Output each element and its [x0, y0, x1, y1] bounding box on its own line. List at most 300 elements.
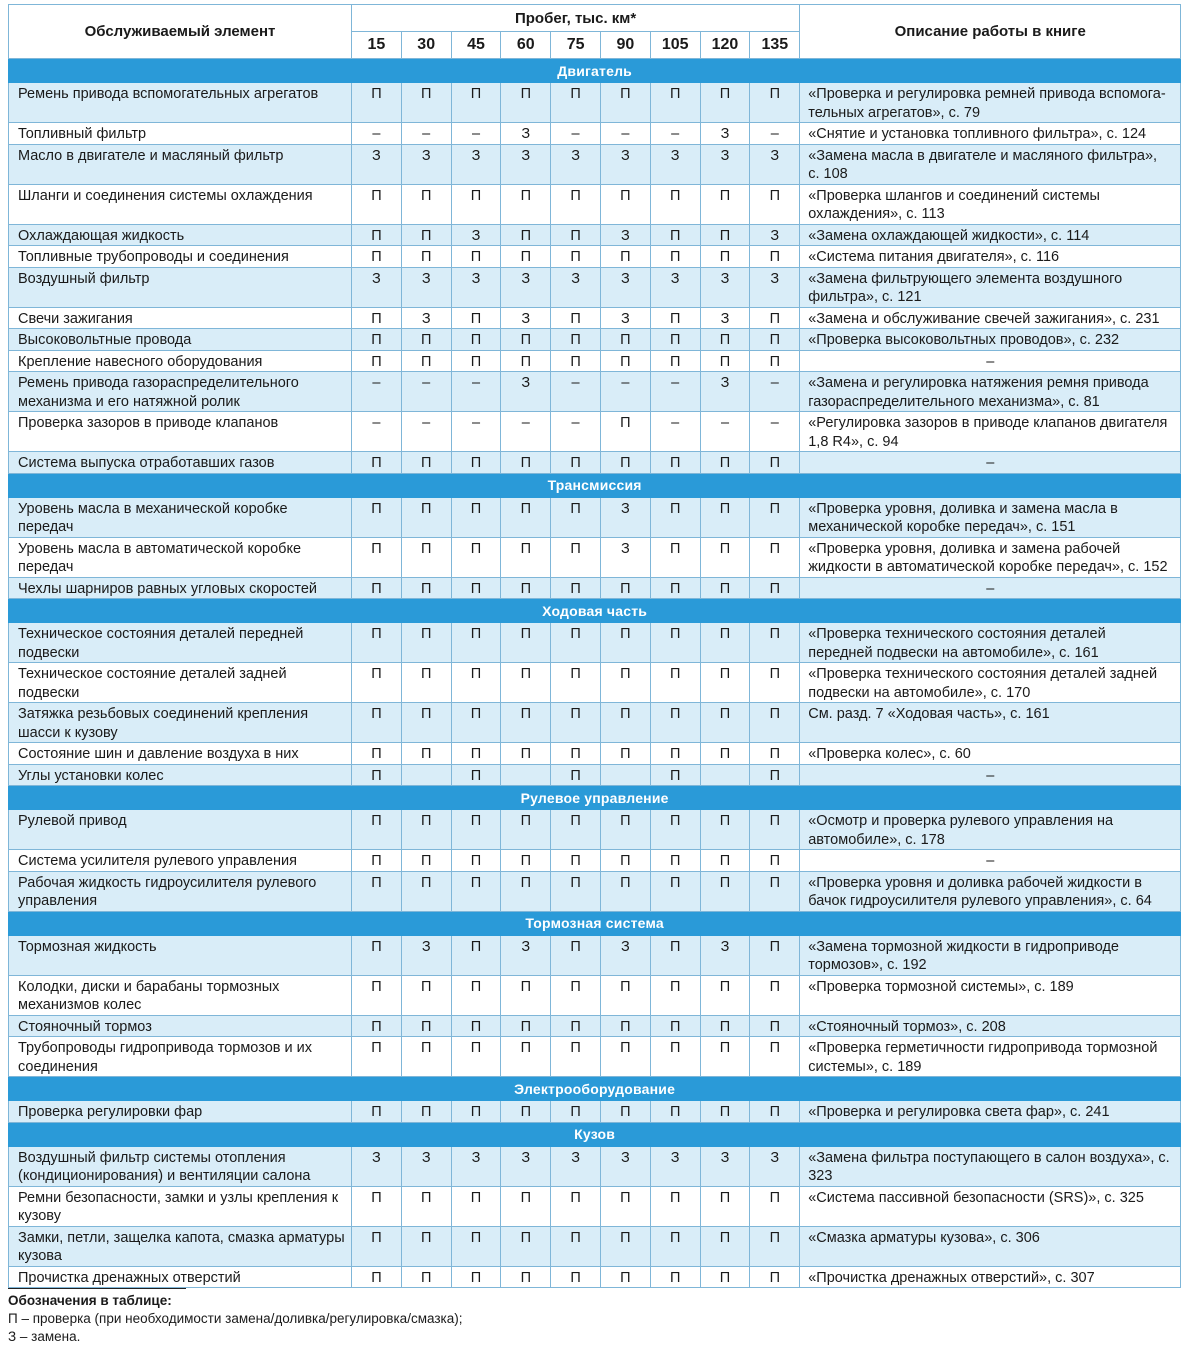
interval-cell: П — [650, 224, 700, 246]
interval-cell: П — [352, 850, 402, 872]
mileage-30: 30 — [401, 32, 451, 59]
interval-cell: З — [700, 123, 750, 145]
table-row — [9, 1037, 1181, 1077]
interval-cell: П — [501, 452, 551, 474]
table-row — [9, 1226, 1181, 1266]
interval-cell: З — [501, 144, 551, 184]
table-row — [9, 184, 1181, 224]
work-description: «Проверка технического состояния деталей задней подвески на автомобиле», с. 170 — [800, 663, 1181, 703]
interval-cell: П — [451, 810, 501, 850]
interval-cell: П — [352, 577, 402, 599]
interval-cell: З — [451, 1146, 501, 1186]
interval-cell: П — [501, 850, 551, 872]
interval-cell: – — [352, 412, 402, 452]
element-name: Крепление навесного оборудования — [9, 350, 352, 372]
table-row — [9, 1146, 1181, 1186]
interval-cell: П — [650, 623, 700, 663]
interval-cell: П — [501, 537, 551, 577]
interval-cell: З — [600, 1146, 650, 1186]
interval-cell: П — [551, 935, 601, 975]
table-row — [9, 372, 1181, 412]
interval-cell: П — [501, 1101, 551, 1123]
element-name: Рулевой привод — [9, 810, 352, 850]
interval-cell: П — [551, 83, 601, 123]
interval-cell: П — [401, 537, 451, 577]
interval-cell: П — [700, 497, 750, 537]
interval-cell: П — [451, 184, 501, 224]
interval-cell: – — [551, 372, 601, 412]
interval-cell: – — [501, 412, 551, 452]
interval-cell: П — [551, 850, 601, 872]
table-row — [9, 83, 1181, 123]
work-description: «Проверка уровня, доливка и замена рабочей жидкости в автоматической коробке передач», с. 152 — [800, 537, 1181, 577]
work-description: «Проверка колес», с. 60 — [800, 743, 1181, 765]
interval-cell: П — [700, 537, 750, 577]
interval-cell: П — [650, 1037, 700, 1077]
interval-cell: П — [700, 83, 750, 123]
legend-p-meaning: П – проверка (при необходимости замена/доливка/регулировка/смазка); — [8, 1311, 463, 1326]
interval-cell: – — [750, 123, 800, 145]
work-description: «Система пассивной безопасности (SRS)», с. 325 — [800, 1186, 1181, 1226]
interval-cell: П — [600, 975, 650, 1015]
interval-cell: П — [501, 497, 551, 537]
description-column-header: Описание работы в книге — [800, 5, 1181, 59]
interval-cell: П — [600, 1266, 650, 1288]
interval-cell: П — [352, 350, 402, 372]
interval-cell: П — [352, 224, 402, 246]
interval-cell: П — [600, 184, 650, 224]
interval-cell: З — [352, 144, 402, 184]
interval-cell: П — [600, 1226, 650, 1266]
interval-cell: П — [750, 935, 800, 975]
interval-cell: П — [352, 1186, 402, 1226]
interval-cell: П — [401, 975, 451, 1015]
interval-cell: П — [501, 663, 551, 703]
element-name: Углы установки колес — [9, 764, 352, 786]
interval-cell: П — [650, 1266, 700, 1288]
work-description: «Замена тормозной жидкости в гидроприводе тормозов», с. 192 — [800, 935, 1181, 975]
interval-cell: П — [451, 850, 501, 872]
interval-cell: П — [501, 83, 551, 123]
work-description: «Снятие и установка топливного фильтра», с. 124 — [800, 123, 1181, 145]
interval-cell: П — [600, 623, 650, 663]
section-title: Тормозная система — [9, 911, 1181, 935]
element-column-header: Обслуживаемый элемент — [9, 5, 352, 59]
interval-cell: П — [700, 850, 750, 872]
interval-cell: П — [352, 1015, 402, 1037]
element-name: Рабочая жидкость гидроусилителя рулевого управления — [9, 871, 352, 911]
legend — [8, 1288, 708, 1346]
maintenance-table — [8, 4, 1181, 1288]
work-description: – — [800, 764, 1181, 786]
work-description: «Проверка шлангов и соединений системы охлаждения», с. 113 — [800, 184, 1181, 224]
table-row — [9, 246, 1181, 268]
interval-cell: – — [650, 123, 700, 145]
table-row — [9, 850, 1181, 872]
interval-cell: П — [401, 497, 451, 537]
interval-cell: П — [750, 452, 800, 474]
interval-cell: П — [401, 850, 451, 872]
section-header — [9, 59, 1181, 83]
section-header — [9, 786, 1181, 810]
interval-cell: П — [700, 703, 750, 743]
element-name: Техническое состояние деталей задней подвески — [9, 663, 352, 703]
interval-cell: П — [401, 452, 451, 474]
element-name: Колодки, диски и барабаны тормозных механизмов колес — [9, 975, 352, 1015]
element-name: Ремень привода газораспределительного механизма и его натяжной ролик — [9, 372, 352, 412]
element-name: Масло в двигателе и масляный фильтр — [9, 144, 352, 184]
interval-cell: – — [750, 412, 800, 452]
interval-cell: – — [401, 372, 451, 412]
interval-cell: П — [401, 329, 451, 351]
table-row — [9, 663, 1181, 703]
element-name: Система усилителя рулевого управления — [9, 850, 352, 872]
table-row — [9, 350, 1181, 372]
table-row — [9, 1266, 1181, 1288]
interval-cell: П — [501, 246, 551, 268]
interval-cell: П — [501, 1186, 551, 1226]
interval-cell: П — [451, 1186, 501, 1226]
legend-title: Обозначения в таблице: — [8, 1293, 172, 1308]
interval-cell: З — [750, 224, 800, 246]
interval-cell: З — [700, 372, 750, 412]
interval-cell: П — [600, 577, 650, 599]
interval-cell: П — [451, 764, 501, 786]
element-name: Стояночный тормоз — [9, 1015, 352, 1037]
interval-cell: П — [401, 743, 451, 765]
interval-cell: П — [401, 224, 451, 246]
element-name: Ремень привода вспомогательных агрегатов — [9, 83, 352, 123]
element-name: Охлаждающая жидкость — [9, 224, 352, 246]
table-row — [9, 267, 1181, 307]
interval-cell: П — [650, 810, 700, 850]
section-title: Рулевое управление — [9, 786, 1181, 810]
element-name: Топливные трубопроводы и соединения — [9, 246, 352, 268]
legend-divider — [8, 1288, 186, 1289]
interval-cell: П — [600, 83, 650, 123]
interval-cell: П — [401, 184, 451, 224]
element-name: Система выпуска отработавших газов — [9, 452, 352, 474]
mileage-15: 15 — [352, 32, 402, 59]
mileage-105: 105 — [650, 32, 700, 59]
interval-cell: П — [501, 329, 551, 351]
interval-cell: П — [650, 452, 700, 474]
section-header — [9, 473, 1181, 497]
table-row — [9, 743, 1181, 765]
interval-cell: З — [352, 1146, 402, 1186]
interval-cell: П — [451, 1266, 501, 1288]
interval-cell: П — [501, 703, 551, 743]
interval-cell: П — [600, 1101, 650, 1123]
mileage-60: 60 — [501, 32, 551, 59]
interval-cell: П — [750, 184, 800, 224]
interval-cell: П — [600, 1015, 650, 1037]
interval-cell: П — [551, 1266, 601, 1288]
interval-cell: П — [451, 329, 501, 351]
interval-cell: П — [551, 497, 601, 537]
interval-cell: П — [700, 577, 750, 599]
interval-cell: П — [401, 871, 451, 911]
element-name: Техническое состояния деталей передней подвески — [9, 623, 352, 663]
interval-cell: З — [700, 267, 750, 307]
table-header — [9, 5, 1181, 59]
element-name: Уровень масла в механической коробке передач — [9, 497, 352, 537]
interval-cell: П — [750, 871, 800, 911]
interval-cell: П — [650, 850, 700, 872]
interval-cell: П — [600, 246, 650, 268]
element-name: Воздушный фильтр — [9, 267, 352, 307]
interval-cell: З — [750, 144, 800, 184]
interval-cell: П — [551, 663, 601, 703]
interval-cell: П — [401, 1186, 451, 1226]
interval-cell: З — [401, 1146, 451, 1186]
interval-cell: З — [501, 307, 551, 329]
work-description: «Проверка герметичности гидропривода тормозной системы», с. 189 — [800, 1037, 1181, 1077]
interval-cell: П — [650, 83, 700, 123]
interval-cell: П — [352, 764, 402, 786]
interval-cell: П — [401, 1101, 451, 1123]
interval-cell: П — [700, 871, 750, 911]
interval-cell: З — [650, 1146, 700, 1186]
table-row — [9, 307, 1181, 329]
interval-cell: П — [451, 1015, 501, 1037]
interval-cell: П — [501, 1037, 551, 1077]
interval-cell: П — [600, 350, 650, 372]
interval-cell: П — [352, 975, 402, 1015]
interval-cell: П — [750, 1015, 800, 1037]
interval-cell: З — [600, 267, 650, 307]
interval-cell: П — [650, 975, 700, 1015]
interval-cell: П — [501, 623, 551, 663]
work-description: «Прочистка дренажных отверстий», с. 307 — [800, 1266, 1181, 1288]
interval-cell: З — [352, 267, 402, 307]
interval-cell: З — [650, 144, 700, 184]
interval-cell: П — [750, 623, 800, 663]
interval-cell: П — [750, 329, 800, 351]
work-description: «Система питания двигателя», с. 116 — [800, 246, 1181, 268]
interval-cell: П — [750, 246, 800, 268]
interval-cell: З — [451, 224, 501, 246]
table-row — [9, 412, 1181, 452]
interval-cell: П — [650, 329, 700, 351]
interval-cell: П — [501, 1266, 551, 1288]
interval-cell: П — [700, 743, 750, 765]
interval-cell: П — [451, 743, 501, 765]
interval-cell: П — [352, 623, 402, 663]
interval-cell: З — [551, 144, 601, 184]
work-description: – — [800, 850, 1181, 872]
table-row — [9, 1186, 1181, 1226]
table-row — [9, 452, 1181, 474]
interval-cell: З — [551, 267, 601, 307]
interval-cell: П — [451, 1226, 501, 1266]
interval-cell: П — [700, 1101, 750, 1123]
section-header — [9, 599, 1181, 623]
interval-cell: П — [750, 743, 800, 765]
table-row — [9, 871, 1181, 911]
interval-cell: П — [352, 703, 402, 743]
interval-cell: П — [650, 935, 700, 975]
table-row — [9, 537, 1181, 577]
interval-cell: З — [501, 372, 551, 412]
interval-cell: З — [700, 935, 750, 975]
interval-cell: – — [352, 372, 402, 412]
maintenance-schedule — [8, 4, 1180, 1288]
table-row — [9, 497, 1181, 537]
section-header — [9, 1077, 1181, 1101]
interval-cell: П — [551, 1186, 601, 1226]
table-row — [9, 810, 1181, 850]
interval-cell: З — [700, 144, 750, 184]
interval-cell: П — [551, 246, 601, 268]
interval-cell: П — [352, 1226, 402, 1266]
work-description: «Смазка арматуры кузова», с. 306 — [800, 1226, 1181, 1266]
interval-cell: П — [352, 1037, 402, 1077]
interval-cell: П — [650, 663, 700, 703]
interval-cell: П — [501, 743, 551, 765]
interval-cell: П — [501, 577, 551, 599]
interval-cell: П — [352, 184, 402, 224]
interval-cell: П — [352, 810, 402, 850]
interval-cell: П — [600, 871, 650, 911]
interval-cell: П — [551, 1226, 601, 1266]
interval-cell: З — [600, 537, 650, 577]
interval-cell: – — [650, 372, 700, 412]
interval-cell: П — [551, 1101, 601, 1123]
interval-cell: П — [451, 307, 501, 329]
interval-cell — [700, 764, 750, 786]
section-title: Трансмиссия — [9, 473, 1181, 497]
interval-cell: П — [700, 1186, 750, 1226]
interval-cell: – — [650, 412, 700, 452]
interval-cell: П — [352, 246, 402, 268]
interval-cell: П — [551, 703, 601, 743]
section-header — [9, 911, 1181, 935]
element-name: Уровень масла в автоматической коробке передач — [9, 537, 352, 577]
interval-cell: П — [551, 871, 601, 911]
mileage-column-header: Пробег, тыс. км* — [352, 5, 800, 32]
interval-cell: П — [501, 810, 551, 850]
interval-cell: З — [600, 497, 650, 537]
interval-cell: П — [551, 224, 601, 246]
interval-cell: П — [600, 329, 650, 351]
interval-cell: – — [352, 123, 402, 145]
mileage-75: 75 — [551, 32, 601, 59]
section-title: Двигатель — [9, 59, 1181, 83]
interval-cell: З — [600, 307, 650, 329]
interval-cell: З — [401, 267, 451, 307]
interval-cell — [401, 764, 451, 786]
interval-cell: З — [600, 224, 650, 246]
interval-cell: П — [600, 1037, 650, 1077]
interval-cell: П — [700, 224, 750, 246]
work-description: «Стояночный тормоз», с. 208 — [800, 1015, 1181, 1037]
interval-cell: П — [750, 350, 800, 372]
interval-cell: П — [551, 810, 601, 850]
interval-cell: П — [600, 412, 650, 452]
interval-cell: П — [600, 810, 650, 850]
interval-cell: З — [700, 1146, 750, 1186]
interval-cell: З — [451, 267, 501, 307]
work-description: «Регулировка зазоров в приводе клапанов двигателя 1,8 R4», с. 94 — [800, 412, 1181, 452]
interval-cell: П — [750, 703, 800, 743]
interval-cell: П — [501, 184, 551, 224]
interval-cell: П — [750, 307, 800, 329]
interval-cell: П — [650, 497, 700, 537]
work-description: «Проверка тормозной системы», с. 189 — [800, 975, 1181, 1015]
table-row — [9, 224, 1181, 246]
interval-cell: З — [501, 935, 551, 975]
interval-cell: П — [352, 537, 402, 577]
work-description: «Проверка технического состояния деталей передней подвески на автомобиле», с. 161 — [800, 623, 1181, 663]
interval-cell: П — [700, 810, 750, 850]
interval-cell: П — [750, 975, 800, 1015]
legend-z-meaning: З – замена. — [8, 1329, 81, 1344]
interval-cell: П — [501, 871, 551, 911]
interval-cell: З — [750, 267, 800, 307]
table-row — [9, 935, 1181, 975]
interval-cell: З — [401, 935, 451, 975]
interval-cell: П — [352, 1266, 402, 1288]
interval-cell: П — [700, 452, 750, 474]
section-header — [9, 1122, 1181, 1146]
interval-cell: П — [451, 577, 501, 599]
interval-cell: – — [700, 412, 750, 452]
mileage-45: 45 — [451, 32, 501, 59]
element-name: Воздушный фильтр системы отопления (кондиционирования) и вентиляции салона — [9, 1146, 352, 1186]
table-row — [9, 1015, 1181, 1037]
interval-cell: П — [401, 1266, 451, 1288]
table-body — [9, 59, 1181, 1288]
interval-cell: П — [551, 184, 601, 224]
interval-cell: П — [700, 975, 750, 1015]
interval-cell: П — [451, 975, 501, 1015]
interval-cell: З — [600, 935, 650, 975]
interval-cell: П — [750, 497, 800, 537]
work-description: «Замена и обслуживание свечей зажигания», с. 231 — [800, 307, 1181, 329]
interval-cell: П — [451, 871, 501, 911]
mileage-90: 90 — [600, 32, 650, 59]
interval-cell: П — [750, 537, 800, 577]
interval-cell: П — [750, 1037, 800, 1077]
interval-cell: П — [750, 1226, 800, 1266]
interval-cell: З — [501, 123, 551, 145]
work-description: «Замена масла в двигателе и масляного фильтра», с. 108 — [800, 144, 1181, 184]
interval-cell: – — [451, 372, 501, 412]
interval-cell: П — [700, 623, 750, 663]
element-name: Замки, петли, защелка капота, смазка арматуры кузова — [9, 1226, 352, 1266]
interval-cell: – — [451, 412, 501, 452]
interval-cell: П — [750, 764, 800, 786]
work-description: «Проверка и регулировка ремней привода вспомога-тельных агрегатов», с. 79 — [800, 83, 1181, 123]
interval-cell: П — [551, 537, 601, 577]
interval-cell: П — [650, 1186, 700, 1226]
interval-cell: П — [352, 329, 402, 351]
interval-cell: П — [750, 1186, 800, 1226]
interval-cell: П — [750, 1101, 800, 1123]
interval-cell: П — [650, 743, 700, 765]
interval-cell: П — [650, 184, 700, 224]
table-row — [9, 577, 1181, 599]
interval-cell: П — [501, 975, 551, 1015]
element-name: Затяжка резьбовых соединений крепления шасси к кузову — [9, 703, 352, 743]
table-row — [9, 623, 1181, 663]
work-description: «Замена и регулировка натяжения ремня привода газораспределительного механизма», с. 81 — [800, 372, 1181, 412]
element-name: Шланги и соединения системы охлаждения — [9, 184, 352, 224]
interval-cell: П — [451, 623, 501, 663]
element-name: Высоковольтные провода — [9, 329, 352, 351]
interval-cell: П — [352, 663, 402, 703]
